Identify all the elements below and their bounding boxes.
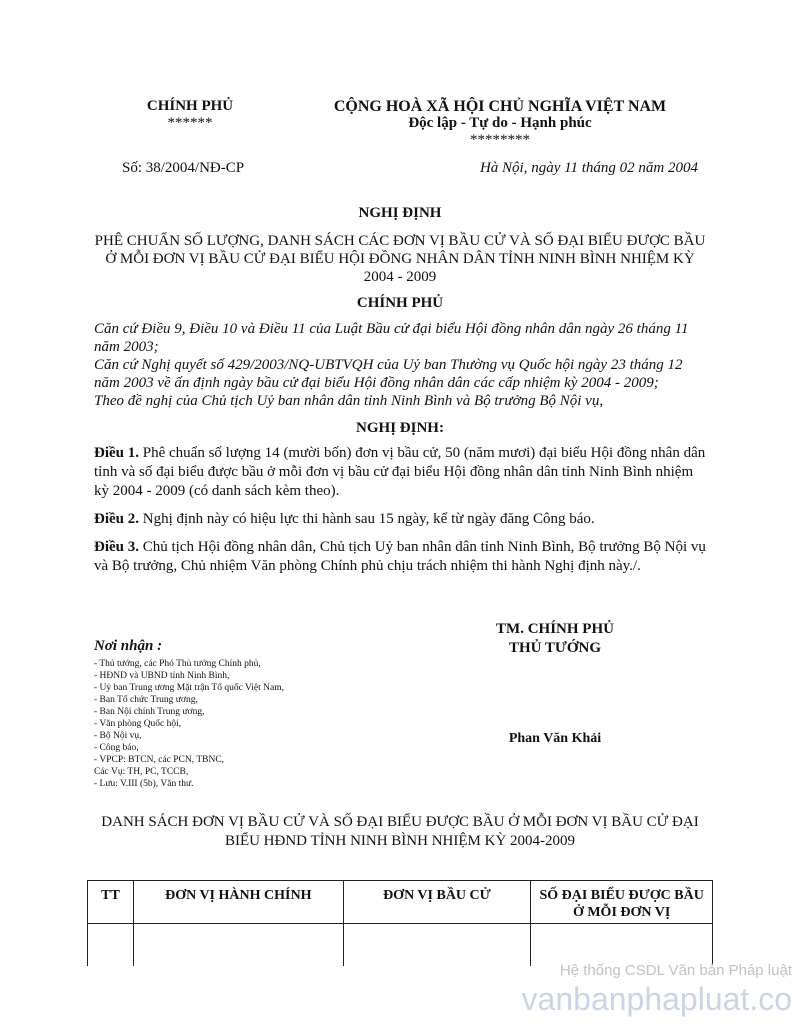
recipient-item: - Thủ tướng, các Phó Thủ tướng Chính phủ, bbox=[94, 659, 261, 669]
table-row bbox=[88, 924, 713, 967]
article-2 bbox=[94, 510, 706, 529]
articles bbox=[94, 444, 706, 585]
recipient-item: - VPCP: BTCN, các PCN, TBNC, bbox=[94, 755, 225, 765]
signature-position: THỦ TƯỚNG bbox=[508, 640, 602, 656]
nation-name: CỘNG HOÀ XÃ HỘI CHỦ NGHĨA VIỆT NAM bbox=[333, 98, 667, 115]
watermark bbox=[522, 962, 792, 1017]
motto-stars: ******** bbox=[470, 132, 530, 148]
issuer-block bbox=[120, 98, 260, 132]
preamble-line: Căn cứ Điều 9, Điều 10 và Điều 11 của Luật Bầu cử đại biểu Hội đồng nhân dân ngày 26 tháng 11 năm 2003; bbox=[94, 321, 689, 355]
issuer-name: CHÍNH PHỦ bbox=[146, 98, 234, 114]
decree-title: NGHỊ ĐỊNH bbox=[358, 205, 442, 221]
issuer-stars: ****** bbox=[167, 115, 213, 131]
nation-block bbox=[300, 98, 700, 149]
article-text: Phê chuẩn số lượng 14 (mười bốn) đơn vị bầu cử, 50 (năm mươi) đại biểu Hội đồng nhân dân tỉnh và số đại biểu được bầu ở mỗi đơn vị bầu cử đại biểu Hội đồng nhân dân tỉnh Ninh Bình nhiệm kỳ 2004 - 2009 (có danh sách kèm theo). bbox=[94, 445, 706, 499]
decide-heading: NGHỊ ĐỊNH: bbox=[356, 420, 444, 436]
signature-block bbox=[450, 620, 660, 658]
header-admin-unit: ĐƠN VỊ HÀNH CHÍNH bbox=[133, 881, 343, 924]
table-cell bbox=[531, 924, 713, 967]
table-cell bbox=[88, 924, 134, 967]
article-1 bbox=[94, 444, 706, 501]
recipient-item: - Lưu: V.III (5b), Văn thư. bbox=[94, 779, 194, 789]
recipient-item: - Công báo, bbox=[94, 743, 139, 753]
recipient-item: Các Vụ: TH, PC, TCCB, bbox=[94, 767, 189, 777]
article-3 bbox=[94, 538, 706, 576]
article-text: Chủ tịch Hội đồng nhân dân, Chủ tịch Uỷ ban nhân dân tỉnh Ninh Bình, Bộ trưởng Bộ Nội vụ và Bộ trưởng, Chủ nhiệm Văn phòng Chính phủ chịu trách nhiệm thi hành Nghị định này./. bbox=[94, 539, 706, 574]
government-heading: CHÍNH PHỦ bbox=[356, 295, 444, 311]
preamble-line: Theo đề nghị của Chủ tịch Uỷ ban nhân dân tỉnh Ninh Bình và Bộ trưởng Bộ Nội vụ, bbox=[94, 393, 604, 409]
table-header-row bbox=[88, 881, 713, 924]
decree-subtitle: PHÊ CHUẨN SỐ LƯỢNG, DANH SÁCH CÁC ĐƠN VỊ BẦU CỬ VÀ SỐ ĐẠI BIỂU ĐƯỢC BẦU Ở MỖI ĐƠN VỊ BẦU CỬ ĐẠI BIỂU HỘI ĐỒNG NHÂN DÂN TỈNH NINH BÌNH NHIỆM KỲ 2004 - 2009 bbox=[94, 233, 706, 285]
recipient-item: - Bộ Nội vụ, bbox=[94, 731, 142, 741]
recipient-item: - Ban Nội chính Trung ương, bbox=[94, 707, 205, 717]
recipient-item: - Ban Tổ chức Trung ương, bbox=[94, 695, 198, 705]
header-tt: TT bbox=[88, 881, 134, 924]
article-text: Nghị định này có hiệu lực thi hành sau 15 ngày, kể từ ngày đăng Công báo. bbox=[139, 511, 595, 527]
recipient-item: - Uỷ ban Trung ương Mặt trận Tổ quốc Việt Nam, bbox=[94, 683, 284, 693]
header-delegate-count: SỐ ĐẠI BIỂU ĐƯỢC BẦU Ở MỖI ĐƠN VỊ bbox=[531, 881, 713, 924]
header-electoral-unit: ĐƠN VỊ BẦU CỬ bbox=[343, 881, 531, 924]
electoral-units-table bbox=[87, 880, 713, 966]
preamble bbox=[94, 320, 706, 410]
list-title: DANH SÁCH ĐƠN VỊ BẦU CỬ VÀ SỐ ĐẠI BIỂU ĐƯỢC BẦU Ở MỖI ĐƠN VỊ BẦU CỬ ĐẠI BIỂU HĐND TỈNH NINH BÌNH NHIỆM KỲ 2004-2009 bbox=[101, 814, 699, 849]
table-cell bbox=[133, 924, 343, 967]
document-number: Số: 38/2004/NĐ-CP bbox=[122, 160, 245, 176]
recipients-title: Nơi nhận : bbox=[94, 638, 163, 654]
article-label: Điều 3. bbox=[94, 539, 139, 555]
table-cell bbox=[343, 924, 531, 967]
article-label: Điều 2. bbox=[94, 511, 139, 527]
signer-name: Phan Văn Khải bbox=[508, 731, 602, 746]
national-motto: Độc lập - Tự do - Hạnh phúc bbox=[408, 115, 592, 131]
watermark-line1: Hệ thống CSDL Văn bản Pháp luật bbox=[559, 962, 792, 979]
signature-on-behalf: TM. CHÍNH PHỦ bbox=[496, 621, 614, 637]
preamble-line: Căn cứ Nghị quyết số 429/2003/NQ-UBTVQH của Uỷ ban Thường vụ Quốc hội ngày 23 tháng 12 năm 2003 về ấn định ngày bầu cử đại biểu Hội đồng nhân dân các cấp nhiệm kỳ 2004 - 2009; bbox=[94, 357, 683, 391]
watermark-site[interactable]: vanbanphapluat.co bbox=[521, 981, 792, 1017]
recipient-item: - HĐND và UBND tỉnh Ninh Bình, bbox=[94, 671, 230, 681]
article-label: Điều 1. bbox=[94, 445, 139, 461]
recipients-block bbox=[94, 638, 414, 790]
place-date: Hà Nội, ngày 11 tháng 02 năm 2004 bbox=[479, 160, 698, 176]
recipient-item: - Văn phòng Quốc hội, bbox=[94, 719, 182, 729]
